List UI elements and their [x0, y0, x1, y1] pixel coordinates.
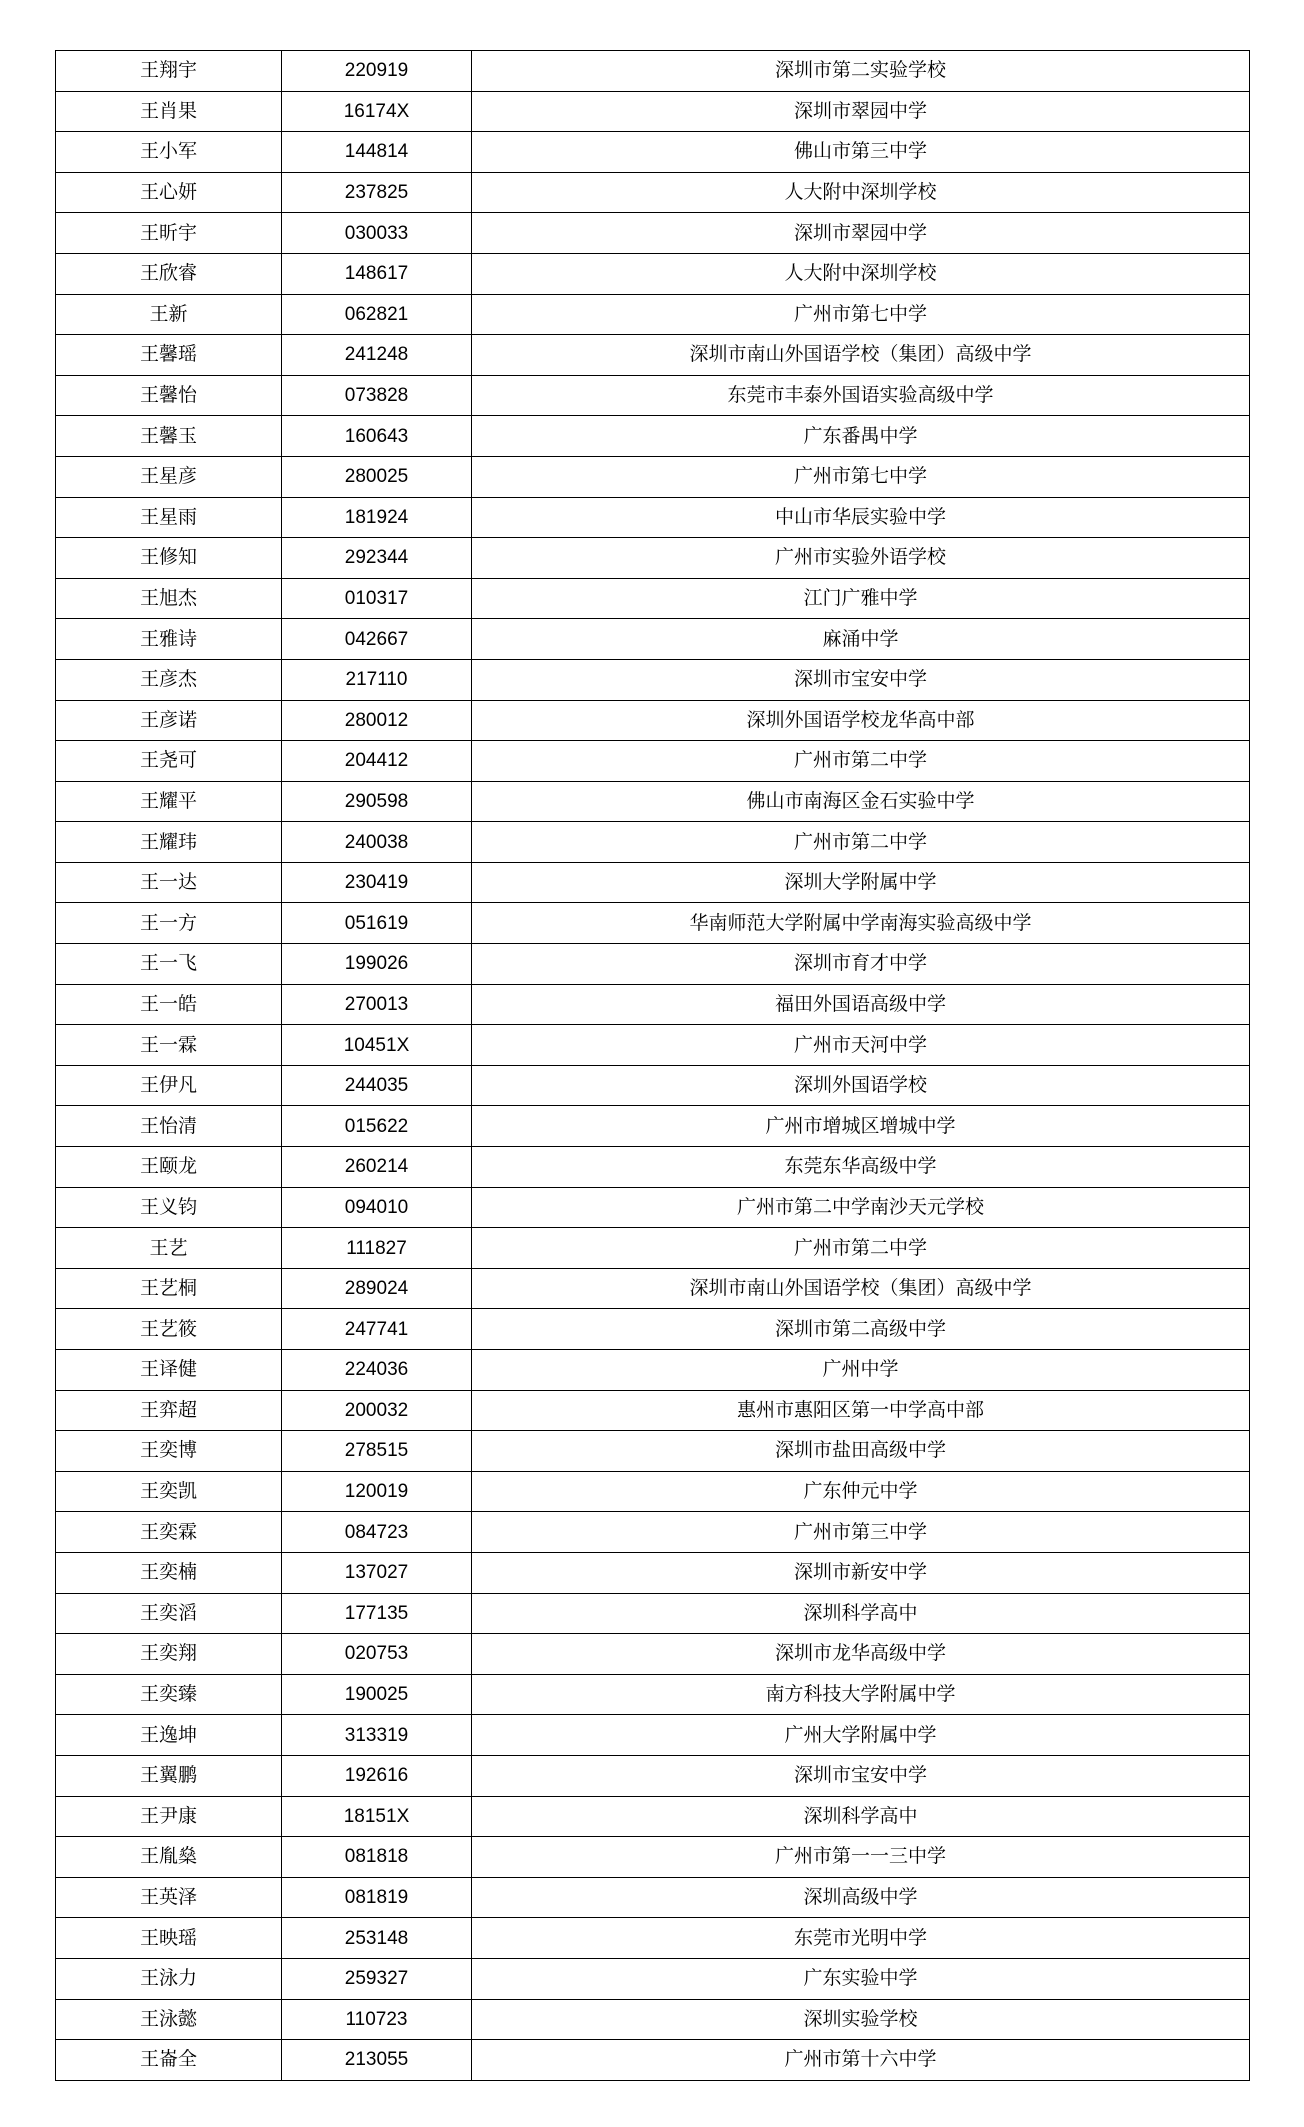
name-cell: 王崙全: [56, 2040, 282, 2081]
school-cell: 深圳实验学校: [472, 1999, 1250, 2040]
table-row: [56, 1634, 1250, 1675]
school-cell: 人大附中深圳学校: [472, 253, 1250, 294]
code-cell: 192616: [282, 1755, 472, 1796]
name-cell: 王艺筱: [56, 1309, 282, 1350]
school-cell: 广州市第七中学: [472, 294, 1250, 335]
code-cell: 073828: [282, 375, 472, 416]
table-row: [56, 1106, 1250, 1147]
name-cell: 王泳懿: [56, 1999, 282, 2040]
table-row: [56, 1147, 1250, 1188]
school-cell: 广州市增城区增城中学: [472, 1106, 1250, 1147]
school-cell: 深圳市宝安中学: [472, 659, 1250, 700]
name-cell: 王欣睿: [56, 253, 282, 294]
code-cell: 042667: [282, 619, 472, 660]
code-cell: 247741: [282, 1309, 472, 1350]
school-cell: 广州市第二中学: [472, 822, 1250, 863]
table-row: [56, 700, 1250, 741]
code-cell: 010317: [282, 578, 472, 619]
school-cell: 深圳大学附属中学: [472, 862, 1250, 903]
name-cell: 王奕臻: [56, 1674, 282, 1715]
school-cell: 麻涌中学: [472, 619, 1250, 660]
code-cell: 213055: [282, 2040, 472, 2081]
school-cell: 佛山市第三中学: [472, 132, 1250, 173]
school-cell: 深圳市第二实验学校: [472, 51, 1250, 92]
name-cell: 王彦诺: [56, 700, 282, 741]
name-cell: 王伊凡: [56, 1065, 282, 1106]
code-cell: 204412: [282, 741, 472, 782]
table-row: [56, 619, 1250, 660]
name-cell: 王弈超: [56, 1390, 282, 1431]
code-cell: 111827: [282, 1228, 472, 1269]
table-row: [56, 1350, 1250, 1391]
code-cell: 280025: [282, 456, 472, 497]
table-row: [56, 1390, 1250, 1431]
name-cell: 王映瑶: [56, 1918, 282, 1959]
table-row: [56, 781, 1250, 822]
code-cell: 220919: [282, 51, 472, 92]
name-cell: 王雅诗: [56, 619, 282, 660]
table-row: [56, 1755, 1250, 1796]
name-cell: 王翔宇: [56, 51, 282, 92]
code-cell: 148617: [282, 253, 472, 294]
code-cell: 290598: [282, 781, 472, 822]
code-cell: 200032: [282, 1390, 472, 1431]
name-cell: 王奕博: [56, 1431, 282, 1472]
table-row: [56, 51, 1250, 92]
name-cell: 王艺桐: [56, 1268, 282, 1309]
school-cell: 人大附中深圳学校: [472, 172, 1250, 213]
code-cell: 270013: [282, 984, 472, 1025]
code-cell: 278515: [282, 1431, 472, 1472]
code-cell: 18151X: [282, 1796, 472, 1837]
table-row: [56, 1674, 1250, 1715]
name-cell: 王馨瑶: [56, 335, 282, 376]
table-row: [56, 213, 1250, 254]
code-cell: 289024: [282, 1268, 472, 1309]
school-cell: 深圳市育才中学: [472, 944, 1250, 985]
table-row: [56, 944, 1250, 985]
name-cell: 王翼鹏: [56, 1755, 282, 1796]
table-row: [56, 1187, 1250, 1228]
name-cell: 王心妍: [56, 172, 282, 213]
table-row: [56, 1593, 1250, 1634]
code-cell: 084723: [282, 1512, 472, 1553]
name-cell: 王馨玉: [56, 416, 282, 457]
code-cell: 137027: [282, 1552, 472, 1593]
school-cell: 深圳市翠园中学: [472, 213, 1250, 254]
code-cell: 190025: [282, 1674, 472, 1715]
school-cell: 深圳市龙华高级中学: [472, 1634, 1250, 1675]
table-row: [56, 253, 1250, 294]
table-row: [56, 456, 1250, 497]
school-cell: 广州市第一一三中学: [472, 1837, 1250, 1878]
table-row: [56, 375, 1250, 416]
roster-table: [55, 50, 1250, 2081]
name-cell: 王旭杰: [56, 578, 282, 619]
code-cell: 081819: [282, 1877, 472, 1918]
name-cell: 王奕滔: [56, 1593, 282, 1634]
name-cell: 王一方: [56, 903, 282, 944]
code-cell: 094010: [282, 1187, 472, 1228]
name-cell: 王逸坤: [56, 1715, 282, 1756]
name-cell: 王英泽: [56, 1877, 282, 1918]
code-cell: 292344: [282, 538, 472, 579]
name-cell: 王奕凯: [56, 1471, 282, 1512]
school-cell: 福田外国语高级中学: [472, 984, 1250, 1025]
school-cell: 南方科技大学附属中学: [472, 1674, 1250, 1715]
code-cell: 020753: [282, 1634, 472, 1675]
school-cell: 深圳市南山外国语学校（集团）高级中学: [472, 1268, 1250, 1309]
table-row: [56, 1268, 1250, 1309]
name-cell: 王尧可: [56, 741, 282, 782]
school-cell: 广东实验中学: [472, 1958, 1250, 1999]
code-cell: 030033: [282, 213, 472, 254]
code-cell: 240038: [282, 822, 472, 863]
name-cell: 王译健: [56, 1350, 282, 1391]
school-cell: 广州市第三中学: [472, 1512, 1250, 1553]
table-row: [56, 538, 1250, 579]
school-cell: 深圳市宝安中学: [472, 1755, 1250, 1796]
school-cell: 广州中学: [472, 1350, 1250, 1391]
code-cell: 16174X: [282, 91, 472, 132]
table-row: [56, 335, 1250, 376]
name-cell: 王颐龙: [56, 1147, 282, 1188]
school-cell: 深圳市南山外国语学校（集团）高级中学: [472, 335, 1250, 376]
name-cell: 王新: [56, 294, 282, 335]
code-cell: 062821: [282, 294, 472, 335]
name-cell: 王昕宇: [56, 213, 282, 254]
school-cell: 惠州市惠阳区第一中学高中部: [472, 1390, 1250, 1431]
name-cell: 王彦杰: [56, 659, 282, 700]
school-cell: 华南师范大学附属中学南海实验高级中学: [472, 903, 1250, 944]
name-cell: 王一霖: [56, 1025, 282, 1066]
school-cell: 广州市第七中学: [472, 456, 1250, 497]
table-row: [56, 1918, 1250, 1959]
table-row: [56, 659, 1250, 700]
table-row: [56, 294, 1250, 335]
code-cell: 280012: [282, 700, 472, 741]
school-cell: 深圳科学高中: [472, 1593, 1250, 1634]
school-cell: 广州市第十六中学: [472, 2040, 1250, 2081]
table-row: [56, 1999, 1250, 2040]
school-cell: 江门广雅中学: [472, 578, 1250, 619]
name-cell: 王肖果: [56, 91, 282, 132]
table-row: [56, 1512, 1250, 1553]
school-cell: 佛山市南海区金石实验中学: [472, 781, 1250, 822]
roster-body: [56, 51, 1250, 2081]
table-row: [56, 1228, 1250, 1269]
code-cell: 237825: [282, 172, 472, 213]
code-cell: 260214: [282, 1147, 472, 1188]
name-cell: 王胤燊: [56, 1837, 282, 1878]
table-row: [56, 1471, 1250, 1512]
code-cell: 244035: [282, 1065, 472, 1106]
code-cell: 253148: [282, 1918, 472, 1959]
code-cell: 120019: [282, 1471, 472, 1512]
table-row: [56, 984, 1250, 1025]
school-cell: 深圳外国语学校龙华高中部: [472, 700, 1250, 741]
table-row: [56, 1796, 1250, 1837]
code-cell: 217110: [282, 659, 472, 700]
name-cell: 王义钧: [56, 1187, 282, 1228]
table-row: [56, 1715, 1250, 1756]
school-cell: 广东仲元中学: [472, 1471, 1250, 1512]
table-row: [56, 822, 1250, 863]
school-cell: 广州市实验外语学校: [472, 538, 1250, 579]
table-row: [56, 578, 1250, 619]
code-cell: 10451X: [282, 1025, 472, 1066]
code-cell: 081818: [282, 1837, 472, 1878]
table-row: [56, 862, 1250, 903]
school-cell: 深圳市翠园中学: [472, 91, 1250, 132]
table-row: [56, 1552, 1250, 1593]
table-row: [56, 91, 1250, 132]
school-cell: 深圳市新安中学: [472, 1552, 1250, 1593]
name-cell: 王修知: [56, 538, 282, 579]
code-cell: 144814: [282, 132, 472, 173]
table-row: [56, 416, 1250, 457]
school-cell: 广东番禺中学: [472, 416, 1250, 457]
school-cell: 广州市第二中学南沙天元学校: [472, 1187, 1250, 1228]
table-row: [56, 497, 1250, 538]
table-row: [56, 741, 1250, 782]
school-cell: 东莞东华高级中学: [472, 1147, 1250, 1188]
table-row: [56, 172, 1250, 213]
table-row: [56, 1065, 1250, 1106]
code-cell: 015622: [282, 1106, 472, 1147]
school-cell: 广州市第二中学: [472, 1228, 1250, 1269]
school-cell: 深圳高级中学: [472, 1877, 1250, 1918]
code-cell: 199026: [282, 944, 472, 985]
name-cell: 王一皓: [56, 984, 282, 1025]
code-cell: 110723: [282, 1999, 472, 2040]
code-cell: 313319: [282, 1715, 472, 1756]
name-cell: 王星雨: [56, 497, 282, 538]
code-cell: 160643: [282, 416, 472, 457]
school-cell: 广州大学附属中学: [472, 1715, 1250, 1756]
name-cell: 王星彦: [56, 456, 282, 497]
code-cell: 181924: [282, 497, 472, 538]
table-row: [56, 2040, 1250, 2081]
school-cell: 东莞市光明中学: [472, 1918, 1250, 1959]
name-cell: 王怡清: [56, 1106, 282, 1147]
table-row: [56, 1958, 1250, 1999]
table-row: [56, 1025, 1250, 1066]
table-row: [56, 132, 1250, 173]
school-cell: 中山市华辰实验中学: [472, 497, 1250, 538]
school-cell: 深圳市盐田高级中学: [472, 1431, 1250, 1472]
school-cell: 深圳科学高中: [472, 1796, 1250, 1837]
name-cell: 王尹康: [56, 1796, 282, 1837]
name-cell: 王耀玮: [56, 822, 282, 863]
name-cell: 王奕翔: [56, 1634, 282, 1675]
name-cell: 王一达: [56, 862, 282, 903]
school-cell: 深圳市第二高级中学: [472, 1309, 1250, 1350]
code-cell: 230419: [282, 862, 472, 903]
name-cell: 王奕楠: [56, 1552, 282, 1593]
table-row: [56, 1431, 1250, 1472]
name-cell: 王耀平: [56, 781, 282, 822]
table-row: [56, 1309, 1250, 1350]
code-cell: 241248: [282, 335, 472, 376]
school-cell: 深圳外国语学校: [472, 1065, 1250, 1106]
school-cell: 广州市第二中学: [472, 741, 1250, 782]
name-cell: 王艺: [56, 1228, 282, 1269]
table-row: [56, 1877, 1250, 1918]
code-cell: 051619: [282, 903, 472, 944]
school-cell: 东莞市丰泰外国语实验高级中学: [472, 375, 1250, 416]
name-cell: 王奕霖: [56, 1512, 282, 1553]
school-cell: 广州市天河中学: [472, 1025, 1250, 1066]
name-cell: 王泳力: [56, 1958, 282, 1999]
table-row: [56, 1837, 1250, 1878]
name-cell: 王一飞: [56, 944, 282, 985]
code-cell: 177135: [282, 1593, 472, 1634]
name-cell: 王小军: [56, 132, 282, 173]
table-row: [56, 903, 1250, 944]
name-cell: 王馨怡: [56, 375, 282, 416]
code-cell: 259327: [282, 1958, 472, 1999]
code-cell: 224036: [282, 1350, 472, 1391]
